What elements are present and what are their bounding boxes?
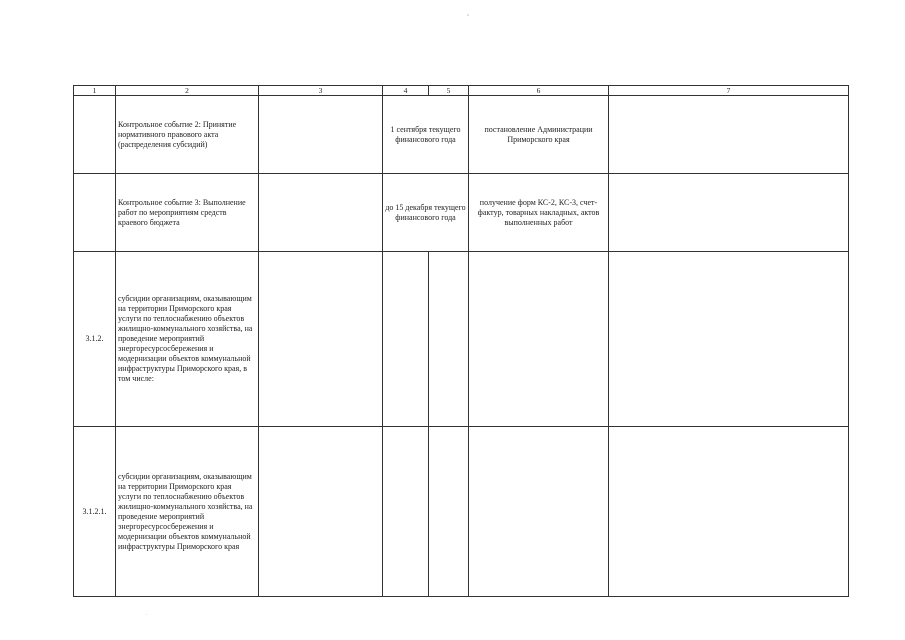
column-number-row xyxy=(74,86,849,96)
row-number: 3.1.2. xyxy=(74,252,116,427)
row-col5 xyxy=(429,427,469,597)
plan-table xyxy=(73,85,849,597)
row-col7 xyxy=(609,174,849,252)
row-col4 xyxy=(383,252,429,427)
row-number xyxy=(74,96,116,174)
row-col7 xyxy=(609,427,849,597)
col-header-7: 7 xyxy=(609,86,849,96)
row-col4 xyxy=(383,427,429,597)
row-document: постановление Администрации Приморского края xyxy=(469,96,609,174)
row-deadline: до 15 декабря текущего финансового года xyxy=(383,174,469,252)
row-col7 xyxy=(609,252,849,427)
table-row xyxy=(74,96,849,174)
col-header-3: 3 xyxy=(259,86,383,96)
row-col3 xyxy=(259,174,383,252)
stray-mark: . xyxy=(146,612,148,617)
table-row xyxy=(74,427,849,597)
stray-mark: ˇ xyxy=(467,15,469,21)
table-row xyxy=(74,174,849,252)
col-header-1: 1 xyxy=(74,86,116,96)
row-col3 xyxy=(259,427,383,597)
row-col7 xyxy=(609,96,849,174)
row-col3 xyxy=(259,252,383,427)
row-description: субсидии организациям, оказывающим на территории Приморского края услуги по теплоснабжению объектов жилищно-коммунального хозяйства, на проведение мероприятий энергоресурсосбережения и модернизации объектов коммунальной инфраструктуры Приморского края, в том числе: xyxy=(116,252,259,427)
row-description: Контрольное событие 3: Выполнение работ по мероприятиям средств краевого бюджета xyxy=(116,174,259,252)
col-header-6: 6 xyxy=(469,86,609,96)
row-number xyxy=(74,174,116,252)
table-row xyxy=(74,252,849,427)
col-header-5: 5 xyxy=(429,86,469,96)
row-document: получение форм КС-2, КС-3, счет-фактур, товарных накладных, актов выполненных работ xyxy=(469,174,609,252)
row-description: субсидии организациям, оказывающим на территории Приморского края услуги по теплоснабжению объектов жилищно-коммунального хозяйства, на проведение мероприятий энергоресурсосбережения и модернизации объектов коммунальной инфраструктуры Приморского края xyxy=(116,427,259,597)
row-description: Контрольное событие 2: Принятие нормативного правового акта (распределения субсидий) xyxy=(116,96,259,174)
row-document xyxy=(469,427,609,597)
row-col5 xyxy=(429,252,469,427)
row-number: 3.1.2.1. xyxy=(74,427,116,597)
row-deadline: 1 сентября текущего финансового года xyxy=(383,96,469,174)
row-col3 xyxy=(259,96,383,174)
col-header-2: 2 xyxy=(116,86,259,96)
row-document xyxy=(469,252,609,427)
col-header-4: 4 xyxy=(383,86,429,96)
